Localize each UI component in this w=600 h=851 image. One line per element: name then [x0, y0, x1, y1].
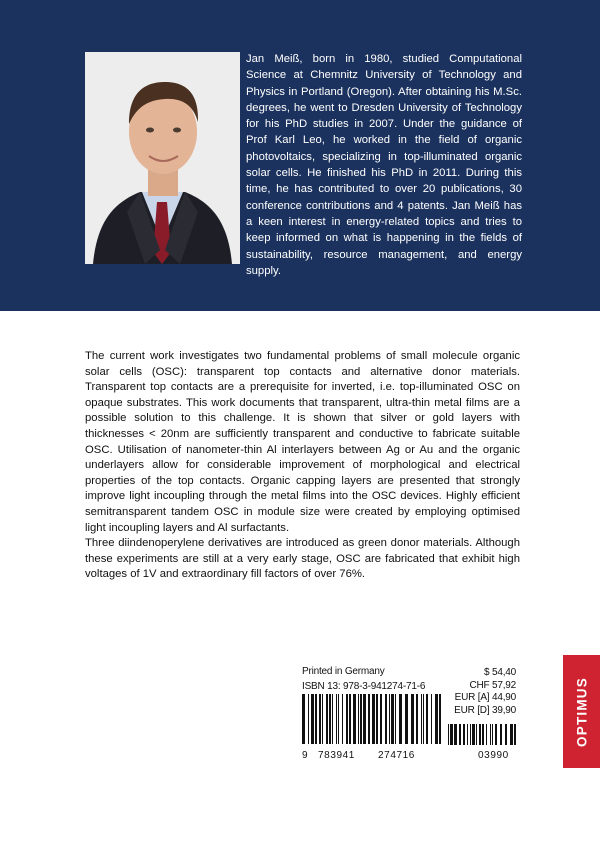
barcode-bar [514, 724, 516, 745]
barcode-bar [479, 724, 481, 745]
barcode-bar [486, 724, 487, 745]
barcode-bar [360, 694, 362, 744]
barcode-bar [346, 694, 348, 744]
barcode-bar [435, 694, 438, 744]
barcode-bar [391, 694, 394, 744]
barcode-bar [311, 694, 314, 744]
price-eur-d: EUR [D] 39,90 [454, 704, 516, 716]
barcode-bar [315, 694, 317, 744]
barcode-bar [353, 694, 356, 744]
author-bio: Jan Meiß, born in 1980, studied Computational Science at Chemnitz University of Technology and Physics in Portland (Oregon). After obtaining his M.Sc. degrees, he went to Dresden University of Technology for his PhD studies in 2007. Under the guidance of Prof Karl Leo, he worked in the field of organic photovoltaics, specializing in top-illuminated organic solar cells. He finished his PhD in 2011. During this time, he has contributed to over 20 publications, 30 conference contributions and 4 patents. Jan Meiß has a keen interest in energy-related topics and tries to keep informed on what is happening in the fields of sustainability, resource management, and energy supply. [246, 53, 522, 277]
barcode-bar [368, 694, 370, 744]
barcode-bar [454, 724, 457, 745]
barcode-bar [421, 694, 422, 744]
isbn: ISBN 13: 978-3-941274-71-6 [302, 681, 426, 692]
barcode-lead-digit: 9 [302, 750, 309, 761]
barcode-bar [302, 694, 305, 744]
barcode-right-digits: 274716 [378, 750, 415, 761]
barcode-bar [405, 694, 408, 744]
barcode-bar [326, 694, 328, 744]
barcode-bar [329, 694, 331, 744]
printed-in: Printed in Germany [302, 666, 385, 677]
barcode-bar [380, 694, 382, 744]
barcode-bar [363, 694, 366, 744]
abstract [85, 349, 520, 583]
barcode-bar [322, 694, 323, 744]
barcode-bar [338, 694, 339, 744]
addon-digits: 03990 [478, 750, 509, 761]
barcode-bar [423, 694, 424, 744]
price-chf: CHF 57,92 [469, 679, 516, 691]
barcode-bar [439, 694, 441, 744]
price-eur-a: EUR [A] 44,90 [454, 692, 516, 704]
publisher-tab [563, 655, 600, 768]
abstract-paragraph: Three diindenoperylene derivatives are introduced as green donor materials. Although these experiments are still at a very early stage, OSC are fabricated that exhibit high voltages of 1V and extraordinary fill factors of over 76%. [85, 537, 520, 581]
barcode-bar [476, 724, 477, 745]
barcode-bar [482, 724, 484, 745]
barcode-bar [308, 694, 309, 744]
barcode-bar [495, 724, 497, 745]
price-usd: $ 54,40 [484, 667, 516, 678]
barcode-bar [376, 694, 378, 744]
barcode-bar [416, 694, 418, 744]
barcode-bar [372, 694, 375, 744]
barcode-bar [490, 724, 491, 745]
abstract-paragraph: The current work investigates two fundamental problems of small molecule organic solar cells (OSC): transparent top contacts and alternative donor materials. Transparent top contacts are a prerequisite for inverted, i.e. top-illuminated OSC on opaque substrates. This work documents that transparent, ultra-thin metal films are a possible solution to this challenge. It is shown that silver or gold layers with thicknesses < 20nm are sufficiently transparent and conductive to fabricate suitable OSC. Utilisation of nanometer-thin Al interlayers between Ag or Au and the organic underlayers allow for considerable improvement of morphological and electrical properties of the top contacts. Organic capping layers are presented that strongly improve light incoupling through the metal films into the OSC devices. Highly efficient semitransparent tandem OSC in module size were created by employing optimised light incoupling layers and Al surfactants. [85, 350, 520, 534]
barcode-bar [470, 724, 471, 745]
isbn-barcode [302, 694, 442, 744]
barcode-bar [431, 694, 432, 744]
barcode-left-digits: 783941 [318, 750, 355, 761]
barcode-bar [426, 694, 428, 744]
barcode-bar [319, 694, 321, 744]
barcode-bar [450, 724, 453, 745]
barcode-bar [472, 724, 475, 745]
barcode-bar [463, 724, 465, 745]
barcode-bar [399, 694, 402, 744]
barcode-bar [342, 694, 343, 744]
barcode-bar [492, 724, 493, 745]
price-addon-barcode [448, 724, 516, 745]
barcode-bar [448, 724, 449, 745]
barcode-bar [358, 694, 359, 744]
barcode-bar [336, 694, 337, 744]
publisher-logo: OPTIMUS [574, 676, 589, 747]
barcode-bar [349, 694, 351, 744]
barcode-bar [332, 694, 333, 744]
barcode-bar [467, 724, 468, 745]
barcode-bar [505, 724, 507, 745]
barcode-bar [395, 694, 396, 744]
barcode-bar [500, 724, 502, 745]
author-photo [85, 52, 240, 264]
price-list [448, 667, 516, 717]
barcode-bar [385, 694, 387, 744]
barcode-bar [389, 694, 390, 744]
barcode-bar [510, 724, 513, 745]
barcode-bar [411, 694, 414, 744]
barcode-bar [459, 724, 461, 745]
